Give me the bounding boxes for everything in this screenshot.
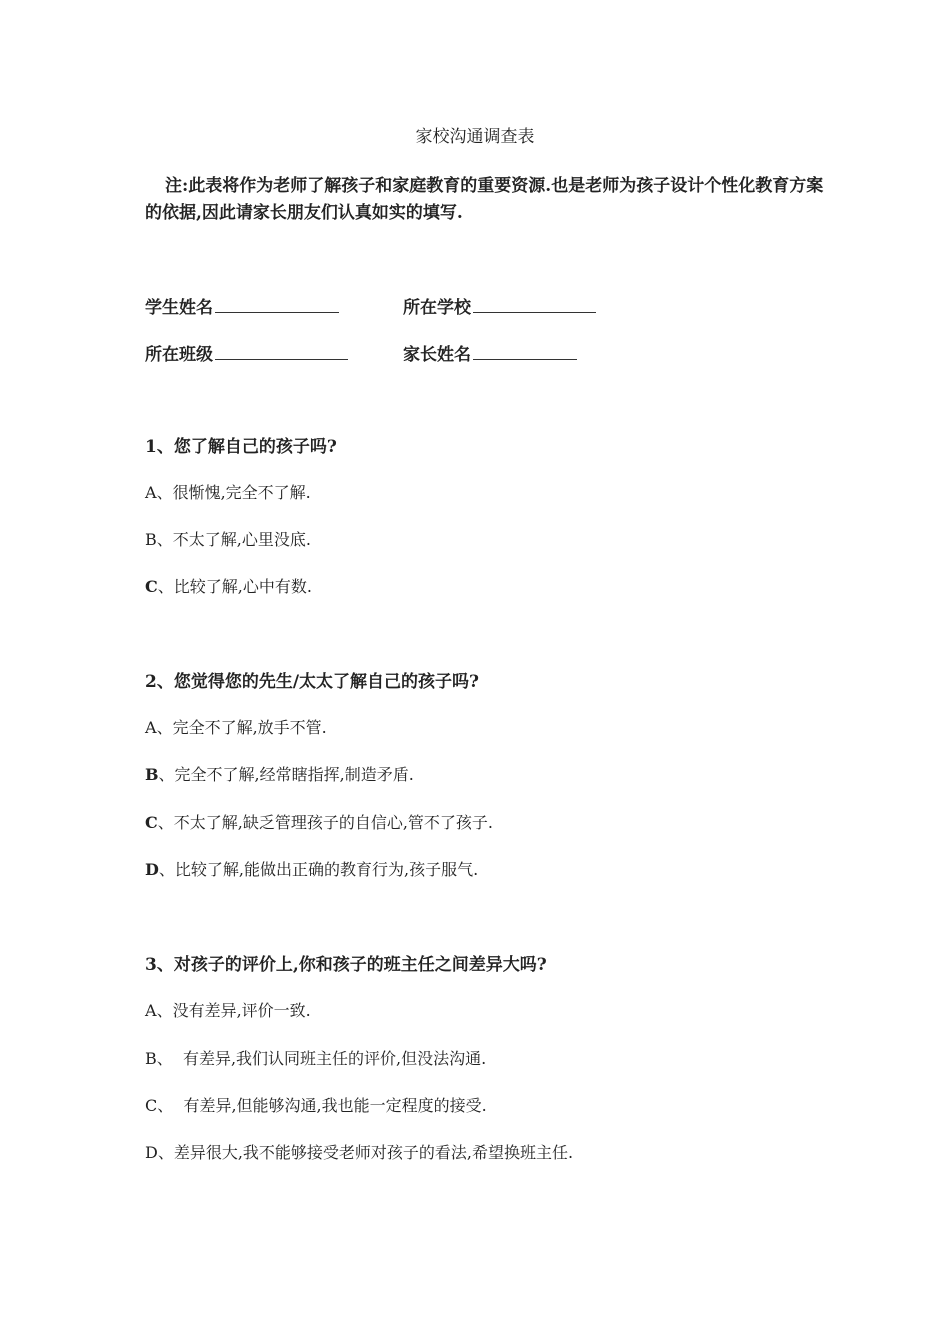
parent-name-blank[interactable] <box>473 341 577 360</box>
q3-option-b-sep: 、 <box>156 1049 183 1068</box>
q1-option-b-text: 不太了解,心里没底. <box>172 530 311 549</box>
q2-option-b-letter: B <box>145 765 159 784</box>
q2-option-d-text: 比较了解,能做出正确的教育行为,孩子服气. <box>174 860 479 879</box>
school-field[interactable] <box>403 294 596 319</box>
question-3: 3、对孩子的评价上,你和孩子的班主任之间差异大吗? <box>145 955 547 975</box>
school-blank[interactable] <box>473 294 596 313</box>
q3-option-c-text: 有差异,但能够沟通,我也能一定程度的接受. <box>183 1096 487 1115</box>
q2-option-c-sep: 、 <box>157 813 174 832</box>
q3-option-b-letter: B <box>145 1049 157 1068</box>
q2-option-a-sep: 、 <box>156 718 173 737</box>
q1-option-a-letter: A <box>145 483 157 502</box>
q2-option-d-letter: D <box>145 860 159 879</box>
q3-option-a[interactable] <box>145 1000 311 1022</box>
q3-option-b[interactable] <box>145 1048 486 1070</box>
q1-option-b-letter: B <box>145 530 157 549</box>
q2-option-d-sep: 、 <box>158 860 175 879</box>
q2-option-b[interactable] <box>145 764 414 786</box>
student-name-blank[interactable] <box>215 294 339 313</box>
q3-option-d-letter: D <box>145 1143 158 1162</box>
student-name-label: 学生姓名 <box>145 298 213 318</box>
q3-option-a-letter: A <box>145 1001 157 1020</box>
q3-option-d-text: 差异很大,我不能够接受老师对孩子的看法,希望换班主任. <box>173 1143 574 1162</box>
q1-option-a-sep: 、 <box>156 483 173 502</box>
q3-option-d[interactable] <box>145 1142 573 1164</box>
q2-option-c-letter: C <box>145 813 158 832</box>
q3-option-c-letter: C <box>145 1096 158 1115</box>
question-1: 1、您了解自己的孩子吗? <box>145 437 337 457</box>
q3-option-a-text: 没有差异,评价一致. <box>172 1001 311 1020</box>
q3-option-b-text: 有差异,我们认同班主任的评价,但没法沟通. <box>182 1049 487 1068</box>
q1-option-b[interactable] <box>145 529 311 551</box>
parent-name-label: 家长姓名 <box>403 345 471 365</box>
q1-option-c[interactable] <box>145 576 312 598</box>
parent-name-field[interactable] <box>403 341 577 366</box>
q1-option-c-text: 比较了解,心中有数. <box>173 577 312 596</box>
q1-option-c-letter: C <box>145 577 158 596</box>
school-label: 所在学校 <box>403 298 471 318</box>
q3-option-c[interactable] <box>145 1095 487 1117</box>
q2-option-a-text: 完全不了解,放手不管. <box>172 718 327 737</box>
q1-option-c-sep: 、 <box>157 577 174 596</box>
q2-option-c[interactable] <box>145 812 493 834</box>
q2-option-a-letter: A <box>145 718 157 737</box>
q2-option-b-sep: 、 <box>158 765 175 784</box>
question-2: 2、您觉得您的先生/太太了解自己的孩子吗? <box>145 672 479 692</box>
note-text: 注:此表将作为老师了解孩子和家庭教育的重要资源.也是老师为孩子设计个性化教育方案的依据,因此请家长朋友们认真如实的填写. <box>145 176 824 223</box>
q2-option-d[interactable] <box>145 859 478 881</box>
class-label: 所在班级 <box>145 345 213 365</box>
class-blank[interactable] <box>215 341 348 360</box>
page-title: 家校沟通调查表 <box>415 127 535 147</box>
q2-option-c-text: 不太了解,缺乏管理孩子的自信心,管不了孩子. <box>173 813 494 832</box>
q1-option-a[interactable] <box>145 482 311 504</box>
q3-option-d-sep: 、 <box>157 1143 174 1162</box>
q3-option-a-sep: 、 <box>156 1001 173 1020</box>
q2-option-b-text: 完全不了解,经常瞎指挥,制造矛盾. <box>174 765 414 784</box>
q2-option-a[interactable] <box>145 717 327 739</box>
survey-note <box>145 173 825 227</box>
student-name-field[interactable] <box>145 294 339 319</box>
q3-option-c-sep: 、 <box>157 1096 184 1115</box>
class-field[interactable] <box>145 341 348 366</box>
q1-option-a-text: 很惭愧,完全不了解. <box>172 483 311 502</box>
q1-option-b-sep: 、 <box>156 530 173 549</box>
